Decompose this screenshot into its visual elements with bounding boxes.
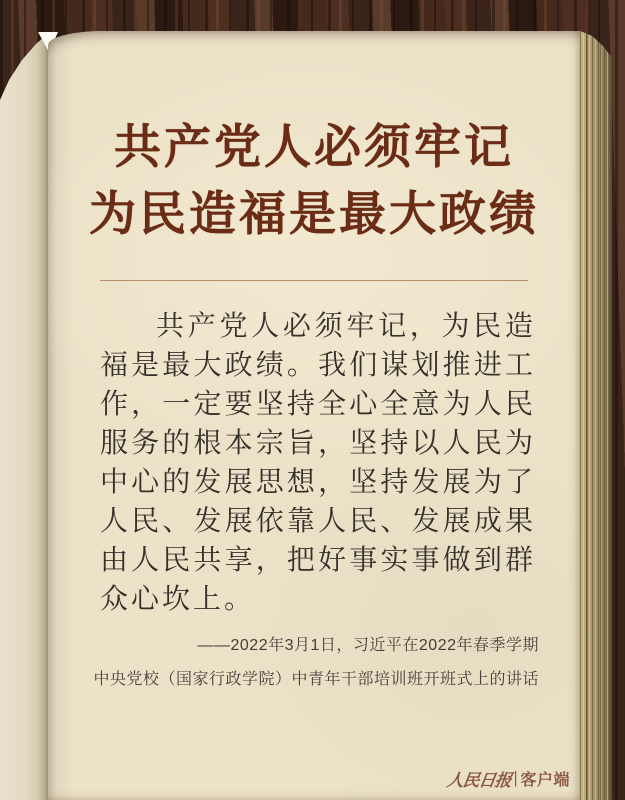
attribution-line1: ——2022年3月1日，习近平在2022年春季学期	[197, 637, 539, 654]
quote-body: 共产党人必须牢记，为民造福是最大政绩。我们谋划推进工作，一定要坚持全心全意为人民服务的根本宗旨，坚持以人民为中心的发展思想，坚持发展为了人民、发展依靠人民、发展成果由人民共享，把好事实事做到群众心坎上。	[100, 311, 536, 615]
divider-line	[100, 280, 528, 281]
page-title	[48, 115, 580, 249]
book-page	[48, 31, 580, 800]
peoples-daily-masthead: 人民日报	[445, 770, 512, 790]
attribution-line2: 中央党校（国家行政学院）中青年干部培训班开班式上的讲话	[93, 671, 539, 688]
book-left-page	[0, 36, 50, 800]
logo-separator-bar: |	[513, 768, 518, 787]
logo-client-label: 客户端	[520, 771, 570, 789]
book-page-stack	[580, 31, 612, 800]
attribution	[88, 629, 539, 697]
page-title-line2: 为民造福是最大政绩	[89, 189, 539, 241]
peoples-daily-logo	[447, 766, 570, 790]
page-title-line1: 共产党人必须牢记	[114, 122, 514, 174]
